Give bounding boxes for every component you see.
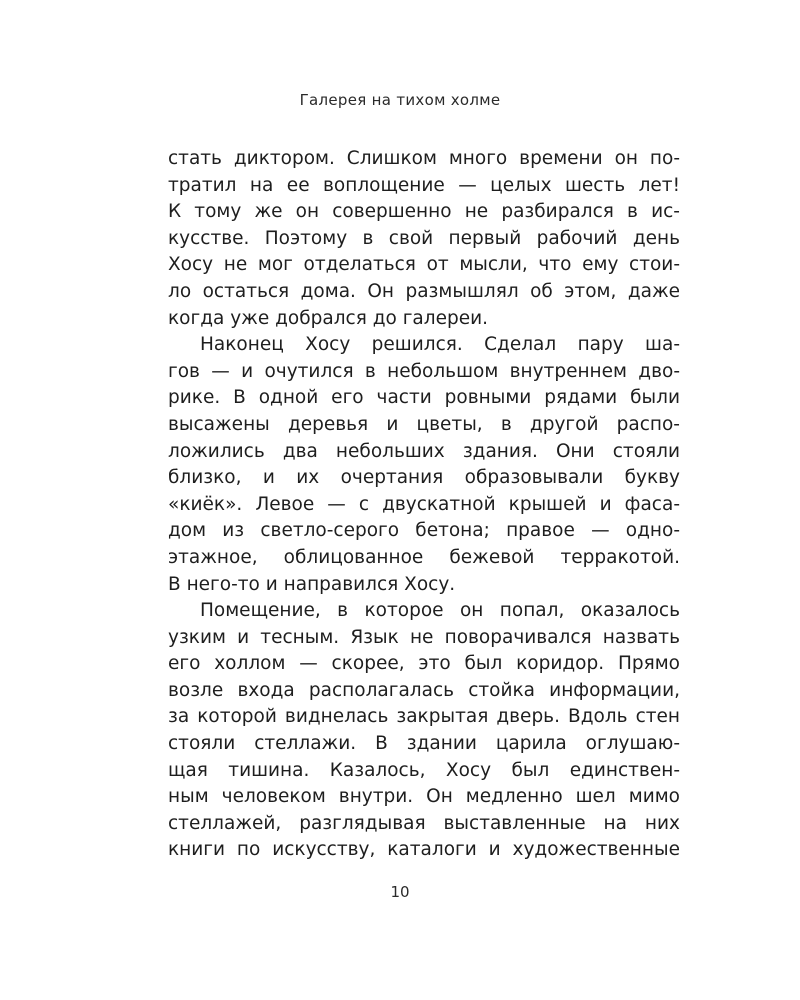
running-header: Галерея на тихом холме — [299, 91, 501, 109]
text-line: щая тишина. Казалось, Хосу был единствен- — [168, 759, 680, 781]
body-text — [168, 146, 680, 864]
text-line: ложились два небольших здания. Они стояли — [168, 440, 680, 462]
text-line: узким и тесным. Язык не поворачивался назвать — [168, 626, 680, 648]
text-line: высажены деревья и цветы, в другой распо- — [168, 413, 680, 435]
text-line: этажное, облицованное бежевой терракотой. — [168, 546, 680, 568]
text-line: за которой виднелась закрытая дверь. Вдоль стен — [168, 706, 680, 728]
text-line: рике. В одной его части ровными рядами были — [168, 387, 680, 409]
text-line: дом из светло-серого бетона; правое — одно- — [168, 520, 680, 542]
text-line: возле входа располагалась стойка информации, — [168, 679, 680, 701]
text-line: В него-то и направился Хосу. — [168, 573, 456, 595]
text-line: стать диктором. Слишком много времени он по- — [168, 148, 680, 169]
text-line: когда уже добрался до галереи. — [168, 307, 488, 329]
text-line: ным человеком внутри. Он медленно шел мимо — [168, 786, 680, 808]
text-line: К тому же он совершенно не разбирался в ис- — [168, 201, 680, 223]
text-line: кусстве. Поэтому в свой первый рабочий день — [168, 227, 680, 249]
text-line: Помещение, в которое он попал, оказалось — [200, 600, 680, 622]
text-line: стояли стеллажи. В здании царила оглушаю- — [168, 733, 680, 755]
text-line: его холлом — скорее, это был коридор. Прямо — [168, 653, 680, 675]
text-line: стеллажей, разглядывая выставленные на них — [168, 812, 680, 834]
text-line: тратил на ее воплощение — целых шесть лет! — [168, 174, 680, 196]
text-line: близко, и их очертания образовывали букву — [168, 467, 680, 489]
text-line: Наконец Хосу решился. Сделал пару ша- — [200, 334, 680, 356]
page-number: 10 — [390, 883, 410, 901]
text-line: книги по искусству, каталоги и художественные — [168, 839, 680, 861]
text-line: «киёк». Левое — с двускатной крышей и фаса- — [168, 493, 680, 515]
text-line: Хосу не мог отделаться от мысли, что ему стои- — [168, 254, 680, 276]
text-line: гов — и очутился в небольшом внутреннем дво- — [168, 360, 680, 382]
text-line: ло остаться дома. Он размышлял об этом, даже — [168, 280, 680, 302]
